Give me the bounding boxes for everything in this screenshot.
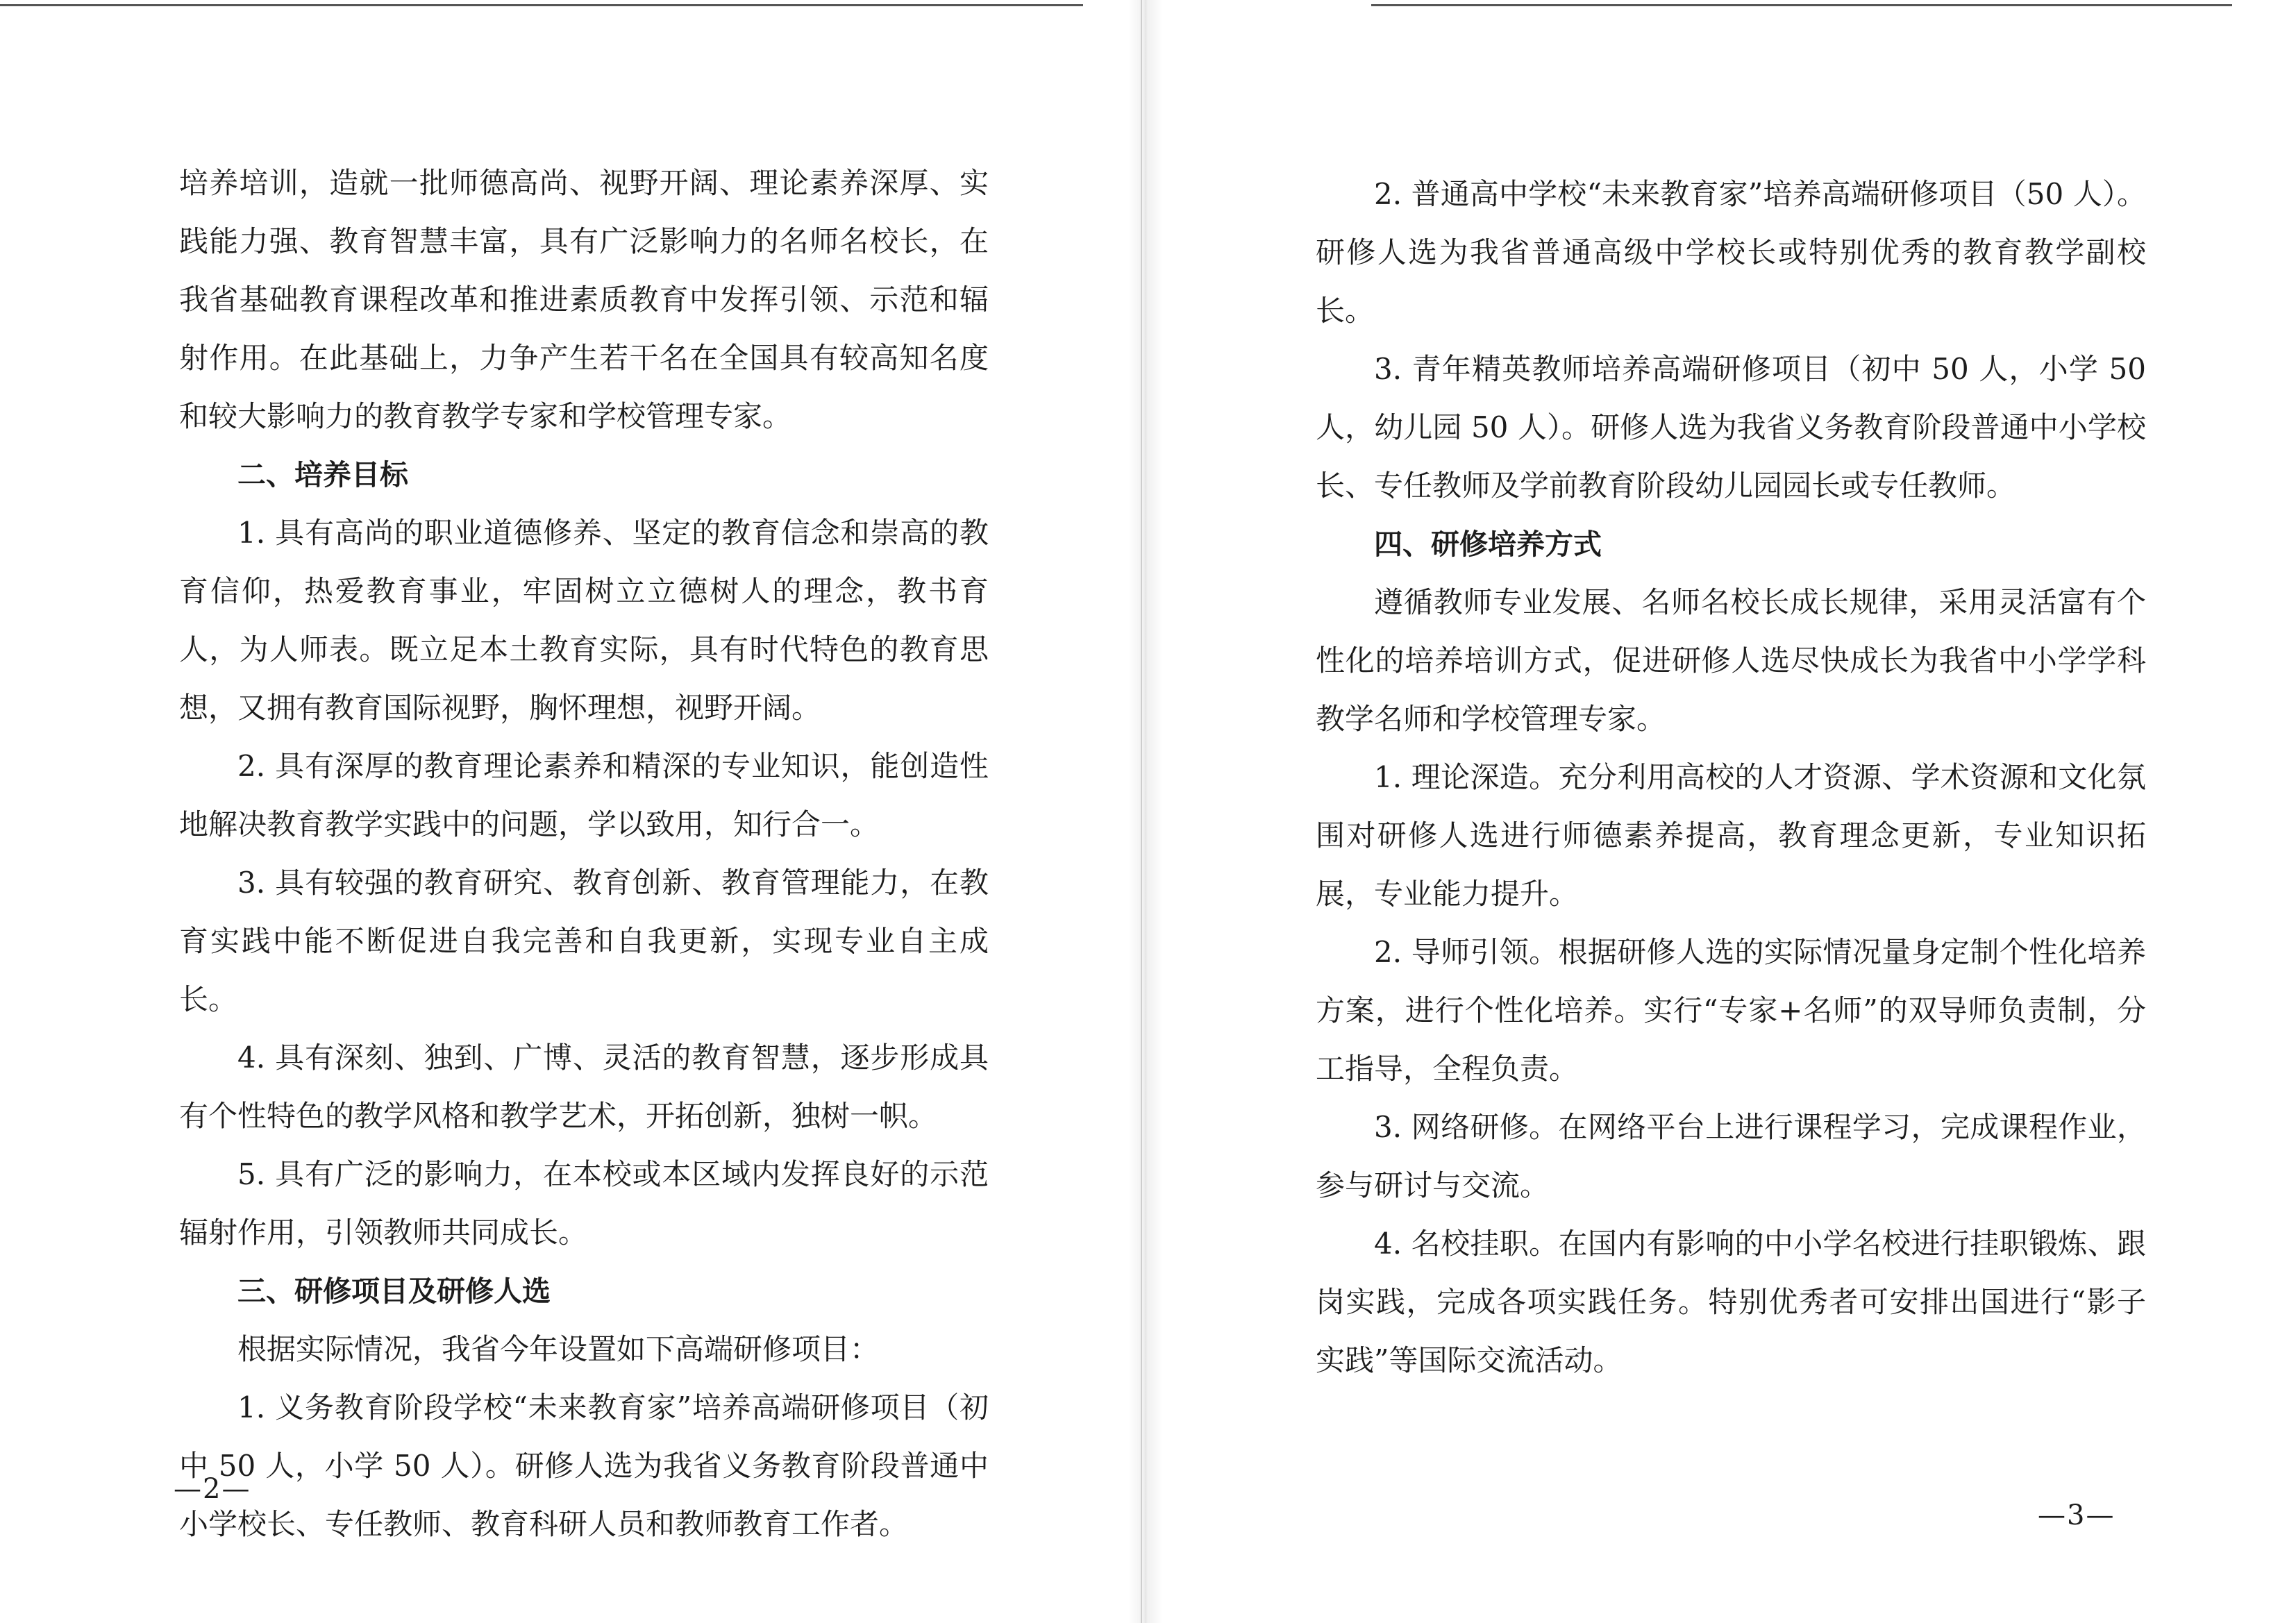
paragraph: 2. 普通高中学校“未来教育家”培养高端研修项目（50 人）。研修人选为我省普通高级中学校长或特别优秀的教育教学副校长。 [1316, 177, 2146, 328]
section-heading: 二、培养目标 [237, 458, 408, 491]
paragraph: 1. 具有高尚的职业道德修养、坚定的教育信念和崇高的教育信仰，热爱教育事业，牢固树立立德树人的理念，教书育人，为人师表。既立足本土教育实际，具有时代特色的教育思想，又拥有教育国际视野，胸怀理想，视野开阔。 [179, 516, 989, 725]
top-rule [1371, 4, 2232, 6]
left-page-body [179, 154, 989, 1554]
page-number: —2— [174, 1473, 251, 1505]
paragraph: 3. 青年精英教师培养高端研修项目（初中 50 人，小学 50 人，幼儿园 50 人）。研修人选为我省义务教育阶段普通中小学校长、专任教师及学前教育阶段幼儿园园长或专任教师。 [1316, 352, 2146, 503]
book-gutter [1128, 0, 1163, 1623]
right-page-body [1316, 165, 2146, 1390]
paragraph: 3. 具有较强的教育研究、教育创新、教育管理能力，在教育实践中能不断促进自我完善和自我更新，实现专业自主成长。 [179, 866, 989, 1016]
paragraph: 4. 名校挂职。在国内有影响的中小学名校进行挂职锻炼、跟岗实践，完成各项实践任务。特别优秀者可安排出国进行“影子实践”等国际交流活动。 [1316, 1227, 2146, 1377]
paragraph: 3. 网络研修。在网络平台上进行课程学习，完成课程作业，参与研讨与交流。 [1316, 1110, 2146, 1202]
top-rule [0, 4, 1083, 6]
paragraph: 1. 理论深造。充分利用高校的人才资源、学术资源和文化氛围对研修人选进行师德素养提高，教育理念更新，专业知识拓展，专业能力提升。 [1316, 760, 2146, 911]
paragraph: 5. 具有广泛的影响力，在本校或本区域内发挥良好的示范辐射作用，引领教师共同成长。 [179, 1157, 989, 1250]
paragraph: 2. 具有深厚的教育理论素养和精深的专业知识，能创造性地解决教育教学实践中的问题，学以致用，知行合一。 [179, 749, 989, 841]
section-heading: 三、研修项目及研修人选 [237, 1275, 551, 1308]
paragraph: 1. 义务教育阶段学校“未来教育家”培养高端研修项目（初中 50 人，小学 50 人）。研修人选为我省义务教育阶段普通中小学校长、专任教师、教育科研人员和教师教育工作者。 [179, 1390, 989, 1541]
section-heading: 四、研修培养方式 [1374, 528, 1602, 561]
right-page [1142, 0, 2296, 1623]
left-page [0, 0, 1142, 1623]
paragraph: 根据实际情况，我省今年设置如下高端研修项目： [237, 1332, 880, 1366]
paragraph: 培养培训，造就一批师德高尚、视野开阔、理论素养深厚、实践能力强、教育智慧丰富，具有广泛影响力的名师名校长，在我省基础教育课程改革和推进素质教育中发挥引领、示范和辐射作用。在此基础上，力争产生若干名在全国具有较高知名度和较大影响力的教育教学专家和学校管理专家。 [179, 166, 989, 433]
page-number: —3— [2038, 1499, 2115, 1531]
paragraph: 2. 导师引领。根据研修人选的实际情况量身定制个性化培养方案，进行个性化培养。实行“专家+名师”的双导师负责制，分工指导，全程负责。 [1316, 935, 2146, 1086]
paragraph: 4. 具有深刻、独到、广博、灵活的教育智慧，逐步形成具有个性特色的教学风格和教学艺术，开拓创新，独树一帜。 [179, 1041, 989, 1133]
paragraph: 遵循教师专业发展、名师名校长成长规律，采用灵活富有个性化的培养培训方式，促进研修人选尽快成长为我省中小学学科教学名师和学校管理专家。 [1316, 585, 2146, 736]
